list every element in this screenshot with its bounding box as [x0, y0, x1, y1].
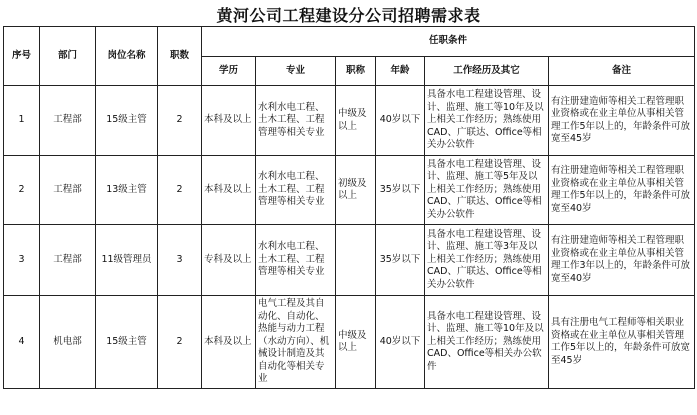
table-row: [4, 86, 695, 156]
cell-title-rank: 初级及以上: [336, 156, 376, 225]
cell-position: 11级管理员: [96, 225, 158, 296]
header-no: 序号: [4, 27, 40, 86]
table-row: [4, 225, 695, 296]
cell-experience: 具备水电工程建设管理、设计、监理、施工等3年及以上相关工作经历；熟练使用CAD、广联达、Office等相关办公软件: [425, 225, 549, 296]
cell-remarks: 有注册建造师等相关工程管理职业资格或在业主单位从事相关管理工作3年以上的，年龄条件可放宽至40岁: [549, 225, 695, 296]
cell-dept: 工程部: [40, 156, 96, 225]
cell-major: 电气工程及其自动化、自动化、热能与动力工程（水动方向）、机械设计制造及其自动化等相关专业: [256, 296, 336, 389]
cell-no: 2: [4, 156, 40, 225]
cell-dept: 工程部: [40, 225, 96, 296]
cell-education: 本科及以上: [202, 156, 256, 225]
cell-education: 本科及以上: [202, 86, 256, 156]
cell-count: 2: [158, 156, 202, 225]
cell-position: 15级主管: [96, 86, 158, 156]
header-remarks: 备注: [549, 57, 695, 86]
cell-position: 15级主管: [96, 296, 158, 389]
recruitment-table: [3, 26, 695, 389]
cell-major: 水利水电工程、土木工程、工程管理等相关专业: [256, 225, 336, 296]
cell-experience: 具备水电工程建设管理、设计、监理、施工等5年及以上相关工作经历；熟练使用CAD、广联达、Office等相关办公软件: [425, 156, 549, 225]
header-count: 职数: [158, 27, 202, 86]
cell-remarks: 具有注册电气工程师等相关职业资格或在业主单位从事相关管理工作5年以上的，年龄条件可放宽至45岁: [549, 296, 695, 389]
cell-education: 专科及以上: [202, 225, 256, 296]
cell-dept: 机电部: [40, 296, 96, 389]
table-row: [4, 156, 695, 225]
cell-remarks: 有注册建造师等相关工程管理职业资格或在业主单位从事相关管理工作5年以上的，年龄条件可放宽至45岁: [549, 86, 695, 156]
cell-dept: 工程部: [40, 86, 96, 156]
cell-no: 1: [4, 86, 40, 156]
table-title: 黄河公司工程建设分公司招聘需求表: [216, 6, 481, 25]
header-education: 学历: [202, 57, 256, 86]
cell-age: 40岁以下: [376, 296, 425, 389]
cell-no: 4: [4, 296, 40, 389]
cell-count: 2: [158, 296, 202, 389]
cell-no: 3: [4, 225, 40, 296]
cell-education: 本科及以上: [202, 296, 256, 389]
cell-age: 40岁以下: [376, 86, 425, 156]
header-row-1: [4, 27, 695, 57]
table-row: [4, 296, 695, 389]
header-experience: 工作经历及其它: [425, 57, 549, 86]
cell-age: 35岁以下: [376, 225, 425, 296]
cell-remarks: 有注册建造师等相关工程管理职业资格或在业主单位从事相关管理工作5年以上的，年龄条件可放宽至40岁: [549, 156, 695, 225]
cell-major: 水利水电工程、土木工程、工程管理等相关专业: [256, 86, 336, 156]
cell-title-rank: 中级及以上: [336, 296, 376, 389]
header-title-rank: 职称: [336, 57, 376, 86]
header-major: 专业: [256, 57, 336, 86]
cell-count: 2: [158, 86, 202, 156]
cell-age: 35岁以下: [376, 156, 425, 225]
cell-title-rank: [336, 225, 376, 296]
cell-major: 水利水电工程、土木工程、工程管理等相关专业: [256, 156, 336, 225]
header-dept: 部门: [40, 27, 96, 86]
cell-title-rank: 中级及以上: [336, 86, 376, 156]
header-requirements: 任职条件: [202, 27, 695, 57]
cell-experience: 具备水电工程建设管理、设计、监理、施工等10年及以上相关工作经历；熟练使用CAD、Office等相关办公软件: [425, 296, 549, 389]
cell-count: 3: [158, 225, 202, 296]
cell-position: 13级主管: [96, 156, 158, 225]
header-age: 年龄: [376, 57, 425, 86]
header-position: 岗位名称: [96, 27, 158, 86]
cell-experience: 具备水电工程建设管理、设计、监理、施工等10年及以上相关工作经历；熟练使用CAD、广联达、Office等相关办公软件: [425, 86, 549, 156]
